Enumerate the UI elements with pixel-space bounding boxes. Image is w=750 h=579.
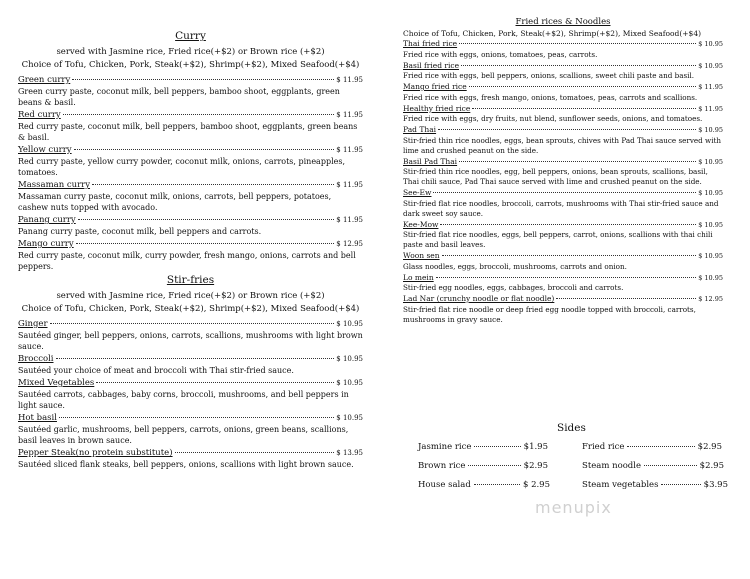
curry-item [18,110,363,143]
leader-dots [59,417,334,418]
fried-item [403,82,723,103]
item-description: Stir-fried thin rice noodles, eggs, bean sprouts, chives with Pad Thai sauce served with lime and crushed peanut on the side. [403,135,722,155]
item-name: Lad Nar (crunchy noodle or flat noodle) [403,294,555,303]
fried-protein-note: Choice of Tofu, Chicken, Pork, Steak(+$2), Shrimp(+$2), Mixed Seafood(+$4) [403,29,702,38]
item-name: Massaman curry [18,180,91,190]
leader-dots [459,161,696,162]
item-name: Basil fried rice [403,60,460,70]
item-name: Mango curry [18,239,74,249]
item-description: Sautéed carrots, cabbages, baby corns, broccoli, mushrooms, and bell peppers in light sauce. [18,390,349,410]
fried-item [403,220,723,251]
item-name: Basil Pad Thai [403,156,458,166]
side-name: Fried rice [582,442,625,452]
item-description: Stir-fried flat rice noodles, broccoli, carrots, mushrooms with Thai stir-fried sauce and dark sweet soy sauce. [403,198,719,218]
item-description: Fried rice with eggs, fresh mango, onions, tomatoes, peas, carrots and scallions. [403,92,698,102]
item-price: $ 11.95 [336,181,363,189]
item-name: Mango fried rice [403,82,467,91]
side-price: $2.95 [523,461,548,471]
item-price: $ 13.95 [336,449,363,457]
leader-dots [472,108,696,109]
item-description: Sautéed ginger, bell peppers, onions, carrots, scallions, mushrooms with light brown sauce. [18,331,363,351]
side-name: Steam vegetables [582,480,659,490]
item-description: Red curry paste, yellow curry powder, coconut milk, onions, carrots, pineapples, tomatoes. [18,157,346,177]
item-name: Lo mein [403,272,434,282]
item-name: Woon sen [403,251,440,260]
leader-dots [433,192,696,193]
item-description: Stir-fried flat rice noodle or deep fried egg noodle topped with broccoli, carrots, mushrooms in gravy sauce. [403,304,696,324]
curry-protein-note: Choice of Tofu, Chicken, Pork, Steak(+$2), Shrimp(+$2), Mixed Seafood(+$4) [21,59,360,70]
item-name: Thai fried rice [403,39,458,48]
item-price: $ 11.95 [336,76,363,84]
item-description: Massaman curry paste, coconut milk, onions, carrots, bell peppers, potatoes, cashew nuts topped with avocado. [18,192,332,212]
fried-item [403,39,723,60]
curry-item [18,215,363,237]
leader-dots [556,298,696,299]
leader-dots [459,43,696,44]
leader-dots [436,277,697,278]
item-price: $ 11.95 [336,216,363,224]
item-description: Green curry paste, coconut milk, bell peppers, bamboo shoot, eggplants, green beans & basil. [18,87,340,107]
leader-dots [175,452,335,453]
item-price: $ 10.95 [698,157,723,166]
item-price: $ 12.95 [698,295,723,303]
left-column [18,30,363,472]
leader-dots [50,323,335,324]
stirfry-item [18,413,363,446]
leader-dots [474,484,520,485]
item-name: Pad Thai [403,125,437,134]
item-price: $ 11.95 [336,111,363,119]
item-description: Stir-fried thin rice noodles, egg, bell peppers, onions, bean sprouts, scallions, basil, Thai chili sauce, Pad Thai sauce served with lime and crushed peanut on the side. [403,167,708,186]
stirfries-served-note: served with Jasmine rice, Fried rice(+$2) or Brown rice (+$2) [56,291,325,301]
item-description: Sautéed your choice of meat and broccoli with Thai stir-fried sauce. [18,366,294,375]
side-price: $2.95 [699,461,724,471]
sides-title: Sides [557,422,586,434]
leader-dots [63,114,335,115]
leader-dots [461,65,696,66]
stirfries-section-title: Stir-fries [166,274,215,286]
item-description: Fried rice with eggs, dry fruits, nut blend, sunflower seeds, onions, and tomatoes. [403,114,703,123]
item-price: $ 11.95 [698,104,723,113]
menupix-watermark: menupix [535,498,612,517]
fried-item [403,104,723,125]
side-price: $2.95 [697,442,722,452]
item-description: Stir-fried egg noodles, eggs, cabbages, broccoli and carrots. [403,283,624,292]
item-price: $ 11.95 [336,146,363,154]
leader-dots [56,358,335,359]
side-price: $ 2.95 [522,480,550,490]
item-price: $ 12.95 [336,240,363,248]
stirfry-item [18,448,363,470]
item-price: $ 10.95 [698,40,723,48]
leader-dots [661,484,700,485]
side-item [582,480,728,490]
stirfries-protein-note: Choice of Tofu, Chicken, Pork, Steak(+$2), Shrimp(+$2), Mixed Seafood(+$4) [21,303,360,314]
side-name: Brown rice [418,461,466,471]
leader-dots [74,149,335,150]
side-price: $3.95 [703,480,728,490]
leader-dots [438,129,696,130]
leader-dots [92,184,334,185]
fried-item [403,157,723,188]
leader-dots [442,255,697,256]
curry-item [18,145,363,178]
fried-item [403,188,723,219]
curry-item [18,75,363,108]
item-description: Sautéed sliced flank steaks, bell peppers, onions, scallions with light brown sauce. [18,460,354,469]
side-item [418,442,548,452]
leader-dots [96,382,334,383]
item-price: $ 11.95 [698,83,723,91]
leader-dots [474,446,520,447]
leader-dots [440,224,696,225]
side-name: House salad [418,480,471,490]
item-price: $ 10.95 [698,189,723,197]
leader-dots [468,465,520,466]
leader-dots [469,86,696,87]
item-name: Yellow curry [18,145,72,155]
item-description: Fried rice with eggs, bell peppers, onions, scallions, sweet chili paste and basil. [403,71,695,80]
leader-dots [76,243,335,244]
item-name: Red curry [18,110,61,120]
leader-dots [72,79,334,80]
item-description: Red curry paste, coconut milk, curry powder, fresh mango, onions, carrots and bell peppers. [18,251,356,271]
fried-item [403,61,723,82]
item-price: $ 10.95 [698,252,723,260]
curry-item [18,180,363,213]
stirfry-item [18,319,363,352]
item-name: Kee-Mow [403,219,439,229]
item-description: Stir-fried flat rice noodles, eggs, bell peppers, carrot, onions, scallions with thai chili paste and basil leaves. [403,230,713,249]
leader-dots [644,465,697,466]
item-price: $ 10.95 [336,355,363,363]
item-price: $ 10.95 [698,126,723,134]
curry-served-note: served with Jasmine rice, Fried rice(+$2) or Brown rice (+$2) [56,47,325,57]
curry-item [18,239,363,272]
fried-item [403,125,723,156]
side-item [582,461,724,471]
side-item [582,442,722,452]
leader-dots [78,219,335,220]
right-column [403,16,723,326]
side-price: $1.95 [523,442,548,452]
item-name: Healthy fried rice [403,103,471,113]
item-description: Fried rice with eggs, onions, tomatoes, peas, carrots. [403,49,598,59]
fried-section-title: Fried rices & Noodles [515,17,611,27]
side-item [418,461,548,471]
stirfry-item [18,378,363,411]
side-name: Jasmine rice [418,442,472,452]
item-name: Panang curry [18,215,76,225]
item-price: $ 10.95 [336,414,363,422]
item-description: Red curry paste, coconut milk, bell peppers, bamboo shoot, eggplants, green beans & basil. [18,122,358,142]
item-description: Glass noodles, eggs, broccoli, mushrooms, carrots and onion. [403,261,627,271]
item-description: Panang curry paste, coconut milk, bell peppers and carrots. [18,227,262,236]
item-description: Sautéed garlic, mushrooms, bell peppers, carrots, onions, green beans, scallions, basil leaves in brown sauce. [18,425,349,445]
fried-item [403,251,723,272]
item-name: Pepper Steak(no protein substitute) [18,448,173,458]
item-name: Ginger [18,319,48,329]
item-name: Broccoli [18,354,54,364]
curry-section-title: Curry [175,30,206,42]
item-name: See-Ew [403,188,432,197]
stirfry-item [18,354,363,376]
side-name: Steam noodle [582,461,641,471]
leader-dots [627,446,694,447]
item-price: $ 10.95 [698,220,723,229]
fried-item [403,273,723,294]
item-name: Hot basil [18,413,57,423]
item-price: $ 10.95 [336,320,363,328]
fried-item [403,294,723,325]
item-name: Green curry [18,75,71,85]
side-item [418,480,550,490]
item-price: $ 10.95 [336,379,363,387]
item-name: Mixed Vegetables [18,378,95,388]
item-price: $ 10.95 [698,273,723,282]
item-price: $ 10.95 [698,61,723,70]
